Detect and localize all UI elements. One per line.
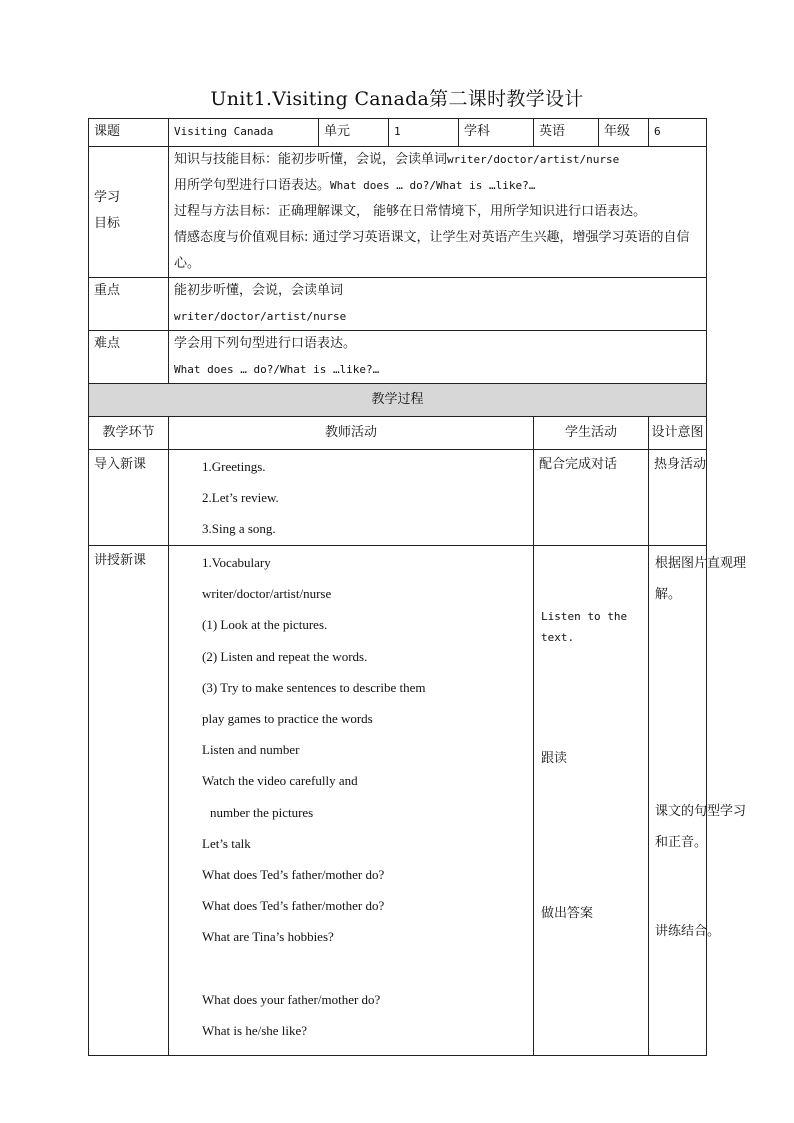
teacher-step: writer/doctor/artist/nurse — [202, 586, 332, 602]
process-header: 教学过程 — [89, 384, 707, 417]
intro-row — [89, 450, 707, 546]
objective-knowledge-cn: 知识与技能目标：能初步听懂，会说，会读单词 — [174, 152, 448, 167]
student-listen — [541, 606, 627, 648]
objectives-label-line1: 学习 — [94, 190, 121, 205]
objective-patterns-cn: 用所学句型进行口语表达。 — [174, 178, 331, 193]
intent-pictures — [655, 548, 746, 610]
lesson-plan-table — [88, 118, 747, 1056]
new-lesson-row — [89, 546, 707, 1056]
objectives-row — [89, 147, 707, 278]
intent-practice: 讲练结合。 — [655, 924, 721, 939]
info-row — [89, 119, 707, 147]
teacher-step: (1) Look at the pictures. — [202, 617, 328, 633]
key-points-content — [169, 278, 707, 331]
subject-value: 英语 — [534, 119, 599, 147]
objective-knowledge-words: writer/doctor/artist/nurse — [447, 153, 620, 166]
lesson-plan-table-wrapper — [88, 118, 747, 1056]
intent-pictures-line2: 解。 — [655, 587, 682, 602]
col-intent — [649, 417, 707, 450]
teacher-step: Let’s talk — [202, 835, 251, 851]
topic-label: 课题 — [89, 119, 169, 147]
difficulties-row — [89, 331, 707, 384]
process-columns-row — [89, 417, 707, 450]
topic-value: Visiting Canada — [169, 119, 319, 147]
objective-patterns-en: What does … do?/What is …like?… — [330, 179, 536, 192]
new-lesson-stage: 讲授新课 — [89, 546, 169, 1056]
objectives-label-line2: 目标 — [94, 216, 121, 231]
teacher-step: Watch the video carefully and — [202, 773, 358, 789]
teacher-step: (3) Try to make sentences to describe them — [202, 679, 426, 695]
teacher-step: play games to practice the words — [202, 710, 373, 726]
intent-pictures-line1: 根据图片直观理 — [655, 556, 747, 571]
unit-value: 1 — [389, 119, 459, 147]
objective-process: 过程与方法目标：正确理解课文， 能够在日常情境下，用所学知识进行口语表达。 — [174, 204, 647, 219]
intro-intent: 热身活动 — [649, 450, 707, 546]
unit-label: 单元 — [319, 119, 389, 147]
new-lesson-student — [534, 546, 649, 1056]
subject-label: 学科 — [459, 119, 534, 147]
intent-patterns-line1: 课文的句型学习 — [655, 804, 747, 819]
col-teacher: 教师活动 — [169, 417, 534, 450]
key-points-row — [89, 278, 707, 331]
difficulties-label: 难点 — [89, 331, 169, 384]
col-stage: 教学环节 — [89, 417, 169, 450]
intro-teacher — [169, 450, 534, 546]
key-points-label: 重点 — [89, 278, 169, 331]
grade-value: 6 — [649, 119, 707, 147]
teacher-step-blank — [202, 952, 528, 983]
objective-attitude: 情感态度与价值观目标: 通过学习英语课文，让学生对英语产生兴趣，增强学习英语的自信 — [174, 230, 690, 245]
teacher-step: number the pictures — [210, 804, 314, 820]
difficulties-line2: What does … do?/What is …like?… — [174, 363, 380, 376]
intro-step: 2.Let’s review. — [202, 490, 279, 506]
teacher-step: Listen and number — [202, 742, 300, 758]
new-lesson-teacher — [169, 546, 534, 1056]
student-answer: 做出答案 — [541, 906, 594, 921]
new-lesson-intent — [649, 546, 747, 1056]
student-repeat: 跟读 — [541, 751, 568, 766]
student-listen-line1: Listen to the — [541, 610, 628, 623]
intent-patterns-line2: 和正音。 — [655, 835, 708, 850]
difficulties-content — [169, 331, 707, 384]
student-listen-line2: text. — [541, 631, 575, 644]
key-points-line2: writer/doctor/artist/nurse — [174, 310, 347, 323]
teacher-step: (2) Listen and repeat the words. — [202, 648, 368, 664]
process-header-row — [89, 384, 707, 417]
intro-student: 配合完成对话 — [534, 450, 649, 546]
teacher-step: What does your father/mother do? — [202, 991, 381, 1007]
key-points-line1: 能初步听懂，会说，会读单词 — [174, 283, 344, 298]
teacher-step: What is he/she like? — [202, 1022, 308, 1038]
intro-stage: 导入新课 — [89, 450, 169, 546]
teacher-step: 1.Vocabulary — [202, 555, 271, 570]
teacher-step: What does Ted’s father/mother do? — [202, 866, 385, 882]
objectives-content — [169, 147, 707, 278]
objective-patterns — [174, 173, 701, 199]
objective-knowledge — [174, 147, 701, 173]
difficulties-line1: 学会用下列句型进行口语表达。 — [174, 336, 357, 351]
col-student: 学生活动 — [534, 417, 649, 450]
intro-step: 1.Greetings. — [202, 459, 266, 474]
col-intent-label: 设计意图 — [651, 425, 704, 440]
teacher-step: What does Ted’s father/mother do? — [202, 898, 385, 914]
page-title: Unit1.Visiting Canada第二课时教学设计 — [210, 88, 584, 110]
objectives-label — [89, 147, 169, 278]
teacher-step: What are Tina’s hobbies? — [202, 929, 334, 945]
intent-patterns — [655, 796, 746, 858]
intro-step: 3.Sing a song. — [202, 521, 276, 537]
objective-attitude-cont: 心。 — [174, 256, 201, 271]
grade-label: 年级 — [599, 119, 649, 147]
